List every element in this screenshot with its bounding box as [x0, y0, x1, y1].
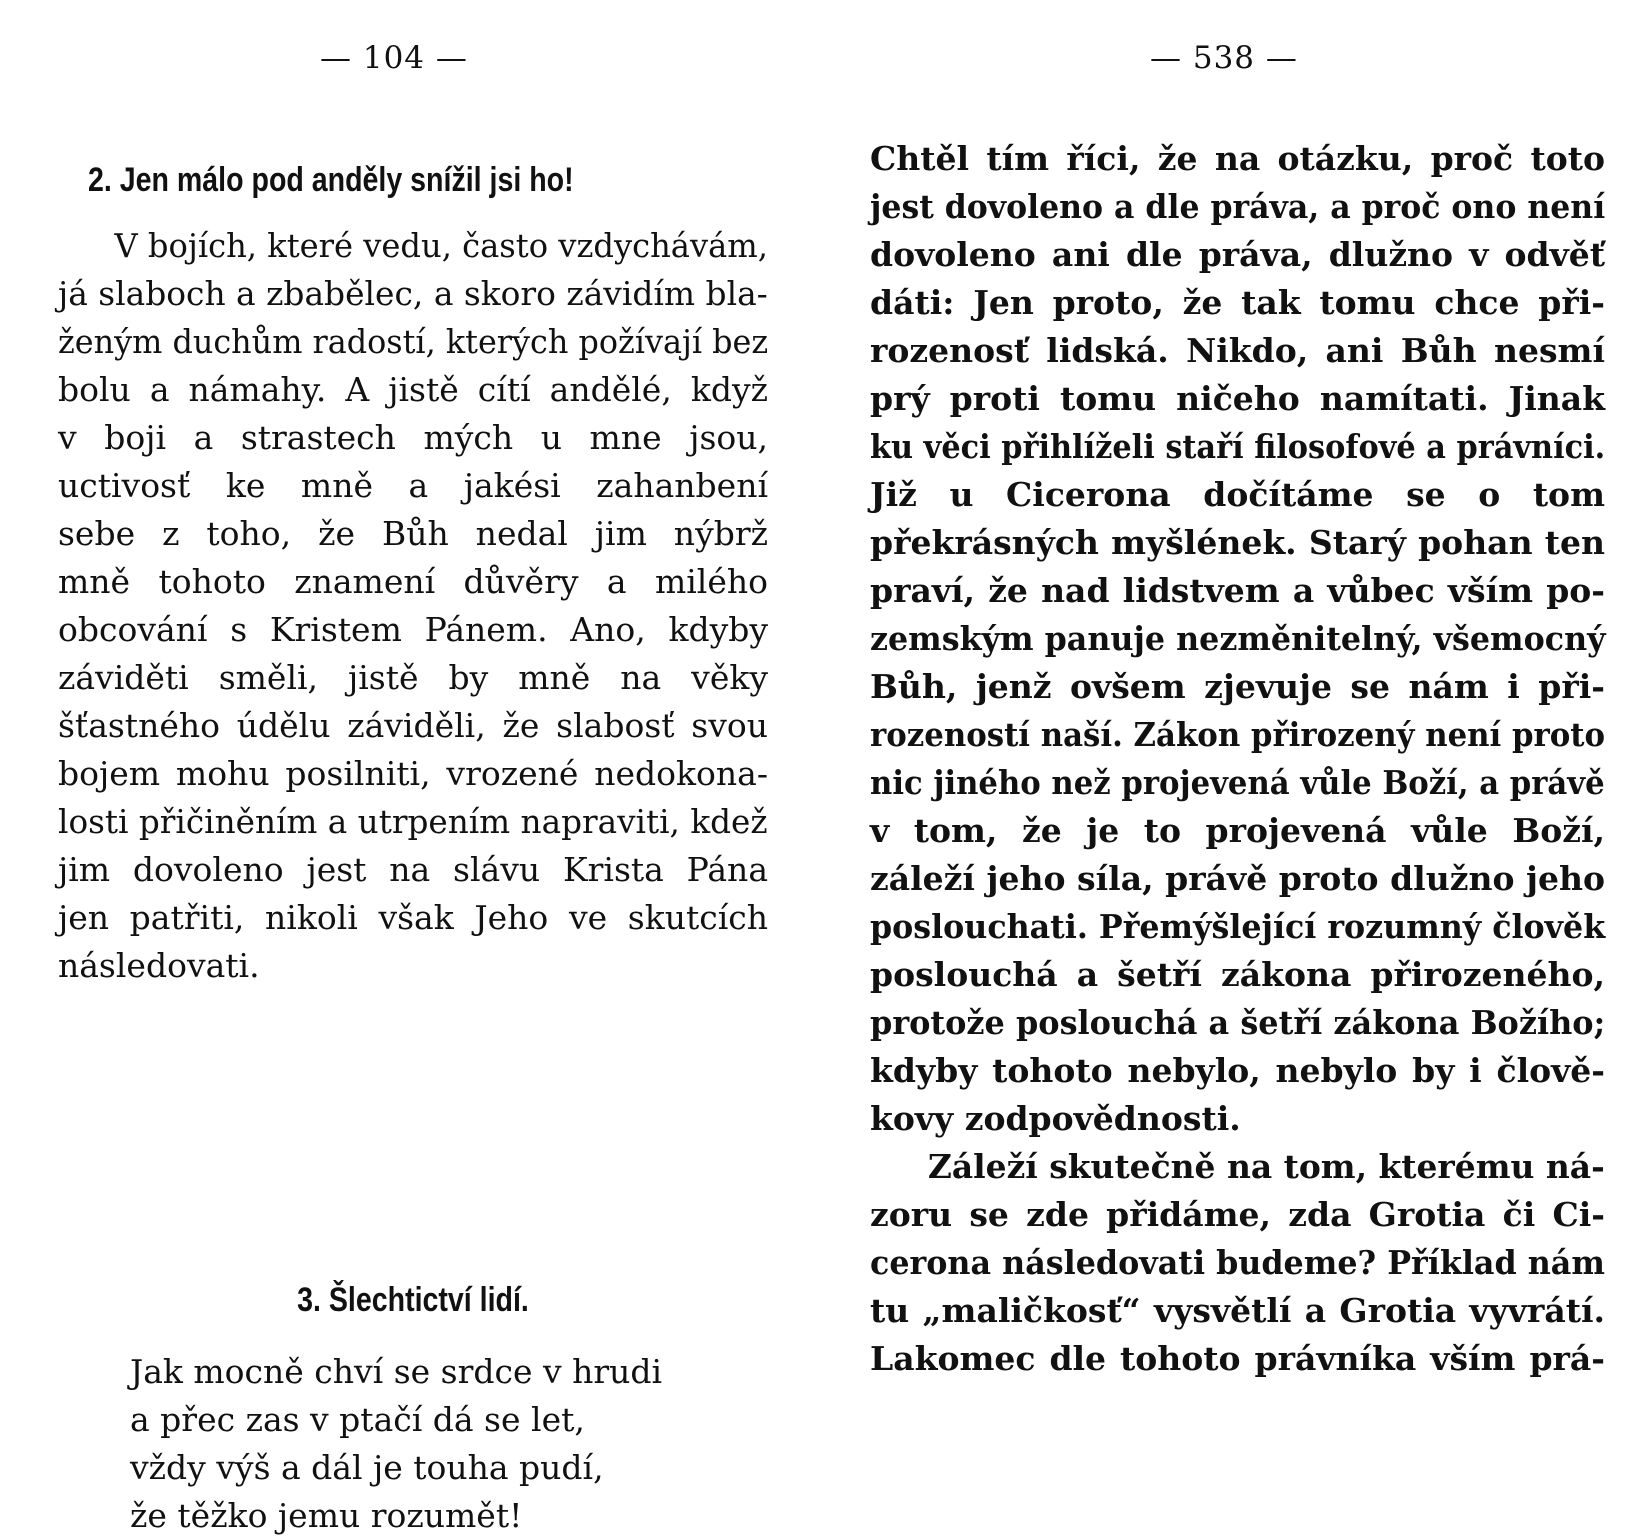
text-line: já slaboch a zbabělec, a skoro závidím bla- [58, 274, 768, 313]
right-page [870, 135, 1605, 1383]
text-line: protože poslouchá a šetří zákona Božího; [870, 1003, 1606, 1042]
text-line: losti přičiněním a utrpením napraviti, kdež [58, 802, 768, 841]
text-line: záviděti směli, jistě by mně na věky [58, 658, 768, 697]
text-line: tu „maličkosť“ vysvětlí a Grotia vyvrátí. [870, 1291, 1605, 1330]
text-line: sebe z toho, že Bůh nedal jim nýbrž [58, 514, 768, 553]
text-line: mně tohoto znamení důvěry a milého [58, 562, 768, 601]
text-line: cerona následovati budeme? Příklad nám [870, 1243, 1605, 1282]
text-line: jim dovoleno jest na slávu Krista Pána [58, 850, 768, 889]
text-line: uctivosť ke mně a jakési zahanbení [58, 466, 768, 505]
right-paragraph-1 [870, 135, 1605, 1143]
text-line: překrásných myšlének. Starý pohan ten [870, 523, 1605, 562]
text-line: poslouchá a šetří zákona přirozeného, [870, 955, 1605, 994]
poem-stanza [130, 1348, 770, 1540]
section-2-heading: 2. Jen málo pod anděly snížil jsi ho! [88, 161, 574, 199]
text-line: kovy zodpovědnosti. [870, 1099, 1241, 1138]
text-line: jen patřiti, nikoli však Jeho ve skutcích [58, 898, 768, 937]
text-line: Lakomec dle tohoto právníka vším prá- [870, 1339, 1605, 1378]
text-line: praví, že nad lidstvem a vůbec vším po- [870, 571, 1605, 610]
text-line: ženým duchům radostí, kterých požívají bez [58, 322, 769, 361]
left-page-number: — 104 — [320, 40, 468, 76]
text-line: bolu a námahy. A jistě cítí andělé, když [58, 370, 768, 409]
text-line: ku věci přihlíželi staří filosofové a právníci. [870, 427, 1606, 466]
right-paragraph-2 [870, 1143, 1605, 1383]
section-2-paragraph [58, 222, 768, 990]
poem-line: a přec zas v ptačí dá se let, [130, 1400, 585, 1439]
text-line: Bůh, jenž ovšem zjevuje se nám i při- [870, 667, 1605, 706]
text-line: zemským panuje nezměnitelný, všemocný [870, 619, 1606, 658]
text-line: jest dovoleno a dle práva, a proč ono není [870, 187, 1606, 226]
right-page-number: — 538 — [1150, 40, 1298, 76]
text-line: rozeností naší. Zákon přirozený není proto [870, 715, 1606, 754]
text-line: Již u Cicerona dočítáme se o tom [870, 475, 1605, 514]
left-page [58, 158, 769, 1535]
text-line: v tom, že je to projevená vůle Boží, [870, 811, 1605, 850]
text-line: záleží jeho síla, právě proto dlužno jeho [870, 859, 1605, 898]
text-line: dáti: Jen proto, že tak tomu chce při- [870, 283, 1605, 322]
text-line: Chtěl tím říci, že na otázku, proč toto [870, 139, 1605, 178]
text-line: nic jiného než projevená vůle Boží, a právě [870, 763, 1605, 802]
poem-line: vždy výš a dál je touha pudí, [130, 1448, 604, 1487]
text-line: obcování s Kristem Pánem. Ano, kdyby [58, 610, 768, 649]
text-line: šťastného údělu záviděli, že slabosť svou [58, 706, 768, 745]
text-line: následovati. [58, 946, 260, 985]
text-line: rozenosť lidská. Nikdo, ani Bůh nesmí [870, 331, 1605, 370]
text-line: Záleží skutečně na tom, kterému ná- [927, 1147, 1605, 1186]
section-3-heading: 3. Šlechtictví lidí. [297, 1281, 529, 1319]
text-line: v boji a strastech mých u mne jsou, [58, 418, 768, 457]
poem-line: že těžko jemu rozumět! [130, 1496, 523, 1535]
text-line: bojem mohu posilniti, vrozené nedokona- [58, 754, 768, 793]
poem-line: Jak mocně chví se srdce v hrudi [130, 1352, 663, 1391]
text-line: zoru se zde přidáme, zda Grotia či Ci- [870, 1195, 1605, 1234]
text-line: V bojích, které vedu, často vzdychávám, [114, 226, 769, 265]
text-line: dovoleno ani dle práva, dlužno v odvěť [870, 235, 1605, 274]
text-line: prý proti tomu ničeho namítati. Jinak [870, 379, 1605, 418]
text-line: poslouchati. Přemýšlející rozumný člověk [870, 907, 1606, 946]
text-line: kdyby tohoto nebylo, nebylo by i člově- [870, 1051, 1605, 1090]
